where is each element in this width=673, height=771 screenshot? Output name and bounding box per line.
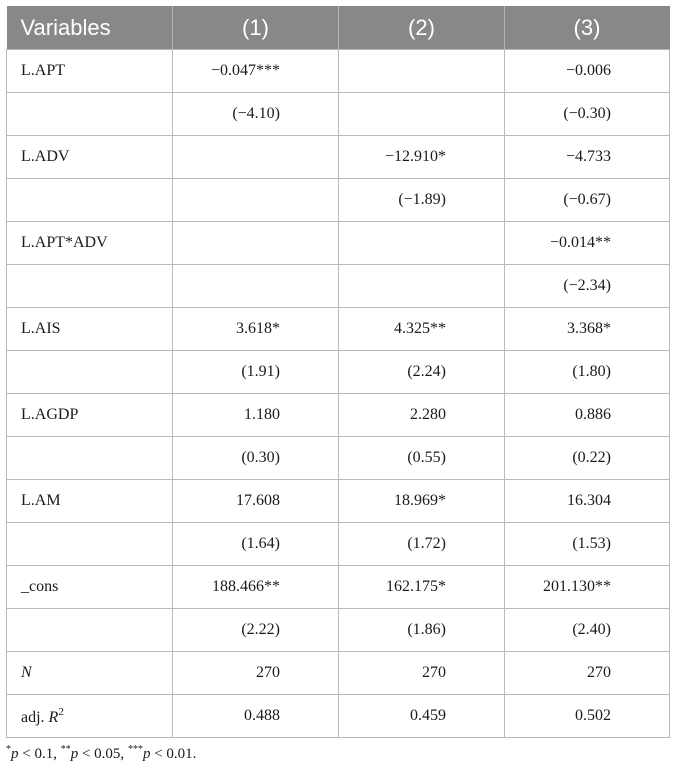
- note-text-1: < 0.1,: [18, 746, 61, 762]
- table-row: [7, 265, 670, 308]
- table-row: [7, 308, 670, 351]
- cell-col-2: (0.55): [339, 437, 505, 480]
- significance-note: [6, 744, 196, 763]
- cell-col-1: 1.180: [173, 394, 339, 437]
- note-stars-2: **: [60, 744, 71, 755]
- table-row: [7, 93, 670, 136]
- header-col-3: (3): [505, 6, 670, 50]
- cell-col-2: 270: [339, 652, 505, 695]
- cell-col-3: 3.368*: [505, 308, 670, 351]
- cell-col-1: [173, 136, 339, 179]
- row-label: [7, 695, 173, 738]
- cell-col-1: 270: [173, 652, 339, 695]
- cell-col-2: (−1.89): [339, 179, 505, 222]
- table-row: [7, 523, 670, 566]
- cell-col-1: (−4.10): [173, 93, 339, 136]
- cell-col-1: [173, 222, 339, 265]
- table-row: [7, 50, 670, 93]
- r-superscript: 2: [58, 705, 64, 718]
- row-label: L.APT: [7, 50, 173, 93]
- cell-col-1: (2.22): [173, 609, 339, 652]
- row-label: L.ADV: [7, 136, 173, 179]
- cell-col-3: (−2.34): [505, 265, 670, 308]
- cell-col-1: 188.466**: [173, 566, 339, 609]
- r-symbol: R: [48, 708, 59, 726]
- cell-col-1: [173, 179, 339, 222]
- cell-col-2: −12.910*: [339, 136, 505, 179]
- cell-col-3: (2.40): [505, 609, 670, 652]
- cell-col-3: (−0.30): [505, 93, 670, 136]
- table-row: [7, 609, 670, 652]
- table-row: [7, 695, 670, 738]
- cell-col-3: (1.80): [505, 351, 670, 394]
- cell-col-2: [339, 93, 505, 136]
- cell-col-3: 16.304: [505, 480, 670, 523]
- cell-col-2: (1.86): [339, 609, 505, 652]
- cell-col-2: 18.969*: [339, 480, 505, 523]
- note-p-3: p: [142, 746, 151, 762]
- table-row: [7, 179, 670, 222]
- note-stars-3: ***: [127, 744, 143, 755]
- header-col-1: (1): [173, 6, 339, 50]
- row-label: [7, 437, 173, 480]
- cell-col-1: (0.30): [173, 437, 339, 480]
- cell-col-1: −0.047***: [173, 50, 339, 93]
- cell-col-2: [339, 50, 505, 93]
- row-label: [7, 609, 173, 652]
- table-row: [7, 437, 670, 480]
- regression-table: [6, 6, 670, 738]
- note-text-3: < 0.01.: [150, 746, 197, 762]
- row-label: [7, 523, 173, 566]
- header-col-2: (2): [339, 6, 505, 50]
- cell-col-2: (1.72): [339, 523, 505, 566]
- cell-col-3: 270: [505, 652, 670, 695]
- table-row: [7, 394, 670, 437]
- cell-col-2: 162.175*: [339, 566, 505, 609]
- cell-col-3: (0.22): [505, 437, 670, 480]
- row-label: [7, 265, 173, 308]
- cell-col-2: 0.459: [339, 695, 505, 738]
- row-label: L.AM: [7, 480, 173, 523]
- regression-table-container: [6, 6, 669, 738]
- row-label: [7, 652, 173, 695]
- note-text-2: < 0.05,: [78, 746, 128, 762]
- note-stars-1: *: [6, 744, 11, 755]
- header-row: [7, 6, 670, 50]
- table-row: [7, 136, 670, 179]
- table-row: [7, 480, 670, 523]
- row-label: L.APT*ADV: [7, 222, 173, 265]
- cell-col-2: 4.325**: [339, 308, 505, 351]
- cell-col-2: [339, 222, 505, 265]
- cell-col-2: [339, 265, 505, 308]
- cell-col-3: −4.733: [505, 136, 670, 179]
- header-variables: Variables: [7, 6, 173, 50]
- table-row: [7, 566, 670, 609]
- cell-col-3: −0.006: [505, 50, 670, 93]
- cell-col-3: −0.014**: [505, 222, 670, 265]
- row-label: L.AGDP: [7, 394, 173, 437]
- cell-col-1: 0.488: [173, 695, 339, 738]
- cell-col-1: 17.608: [173, 480, 339, 523]
- cell-col-1: [173, 265, 339, 308]
- row-label-text: N: [21, 664, 32, 681]
- cell-col-1: 3.618*: [173, 308, 339, 351]
- row-label: L.AIS: [7, 308, 173, 351]
- table-row: [7, 222, 670, 265]
- row-label: [7, 179, 173, 222]
- cell-col-3: 0.886: [505, 394, 670, 437]
- row-label: [7, 351, 173, 394]
- adj-prefix: adj.: [21, 708, 49, 726]
- cell-col-1: (1.91): [173, 351, 339, 394]
- cell-col-3: 0.502: [505, 695, 670, 738]
- cell-col-3: 201.130**: [505, 566, 670, 609]
- note-p-1: p: [11, 746, 19, 762]
- cell-col-1: (1.64): [173, 523, 339, 566]
- row-label: [7, 93, 173, 136]
- table-row: [7, 351, 670, 394]
- table-row: [7, 652, 670, 695]
- cell-col-3: (1.53): [505, 523, 670, 566]
- cell-col-2: 2.280: [339, 394, 505, 437]
- note-p-2: p: [70, 746, 79, 762]
- table-body: [7, 50, 670, 738]
- cell-col-3: (−0.67): [505, 179, 670, 222]
- row-label: _cons: [7, 566, 173, 609]
- cell-col-2: (2.24): [339, 351, 505, 394]
